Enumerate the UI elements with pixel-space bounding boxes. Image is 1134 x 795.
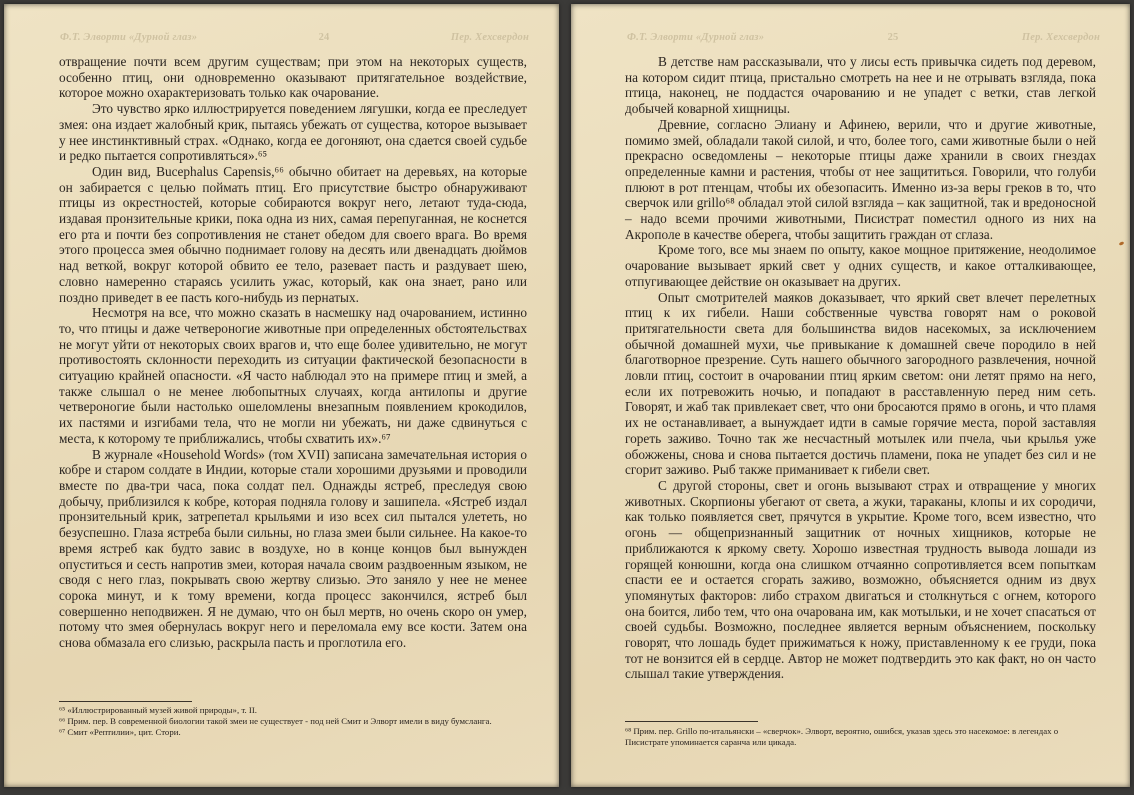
paragraph: Древние, согласно Элиану и Афинею, верили, что и другие животные, помимо змей, обладали такой силой, и что, более того, сами животные были о ней прекрасно осведомлены – некоторые птицы даже хранили в своих гнездах определенные камни и растения, чтобы от нее защититься. Говорили, что голуби плюют в рот птенцам, чтобы их обезопасить. Именно из-за веры греков в то, что сверчок или grillo⁶⁸ обладал этой силой взгляда – как защитной, так и вредоносной – надо всеми прочими животными, Писистрат поместил одного из них на Акрополе в качестве оберега, чтобы защитить граждан от сглаза.: [625, 116, 1096, 242]
footnote-rule: [59, 701, 192, 702]
header-translator: Пер. Хехсвердон: [1021, 32, 1100, 43]
header-author-title: Ф.Т. Элворти «Дурной глаз»: [60, 32, 198, 43]
footnotes: [625, 726, 1096, 748]
paragraph: Один вид, Bucephalus Capensis,⁶⁶ обычно обитает на деревьях, на которые он забирается с целью поймать птиц. Его присутствие быстро обнаруживают птицы из окрестностей, которые собираются вокруг него, летают туда-сюда, издавая пронзительные крики, пока одна из них, самая перепуганная, не коснется его рта и почти без сопротивления не станет обедом для своего врага. Во время этого процесса змея обычно поднимает голову на десять или двенадцать дюймов над веткой, вокруг которой обвито ее тело, разевает пасть и раздувает шею, словно намеренно стараясь усилить ужас, который, как она знает, рано или поздно приведет в ее пасть кого-нибудь из пернатых.: [59, 163, 527, 305]
running-head: [60, 32, 529, 43]
footnote: ⁶⁵ «Иллюстрированный музей живой природы», т. II.: [59, 705, 257, 715]
paragraph: Кроме того, все мы знаем по опыту, какое мощное притяжение, неодолимое очарование вызывает яркий свет у одних существ, и какое отталкивающее, отпугивающее действие он оказывает на других.: [625, 242, 1096, 289]
footnote: ⁶⁶ Прим. пер. В современной биологии такой змеи не существует - под ней Смит и Элворт имели в виду бумсланга.: [59, 716, 492, 727]
paragraph: С другой стороны, свет и огонь вызывают страх и отвращение у многих животных. Скорпионы убегают от света, а жуки, тараканы, клопы и их сородичи, как только появляется свет, прячутся в укрытие. Кроме того, всем известно, что огонь — общепризнанный защитник от ночных хищников, которые не приближаются к яркому свету. Хорошо известная трудность вывода лошади из горящей конюшни, когда она слишком отчаянно сопротивляется всем попыткам спасти ее и остается сгорать заживо, возможно, объясняется одним из двух упомянутых факторов: либо страхом двигаться и столкнуться с огнем, которого она боится, либо тем, что она очарована им, как мотыльки, и не хочет спасаться от своей судьбы. Возможно, последнее является верным объяснением, поскольку говорят, что лошадь будет прижиматься к ножу, приставленному к ее груди, пока тот не вонзится ей в сердце. Автор не может подтвердить это как факт, но он часто слышал такие утверждения.: [625, 477, 1096, 682]
header-translator: Пер. Хехсвердон: [450, 32, 529, 43]
footnote-rule: [625, 721, 758, 722]
paragraph: В журнале «Household Words» (том XVII) записана замечательная история о кобре и старом солдате в Индии, которые стали хорошими друзьями и проводили вместе по два-три часа, пока солдат пел. Однажды ястреб, преследуя свою добычу, приблизился к кобре, которая подняла голову и зашипела. «Ястреб издал пронзительный крик, затрепетал крыльями и изо всех сил пытался улететь, но безуспешно. Глаза ястреба были сильны, но глаза змеи были сильнее. На какое-то время ястреб как будто завис в воздухе, но в конце концов был вынужден опуститься и сесть напротив змеи, которая начала своим раздвоенным языком, не сводя с него глаз, покрывать свою жертву слизью. Это заняло у нее не менее сорока минут, и к тому времени, когда процесс закончился, ястреб был совершенно неподвижен. Я не думаю, что он был мертв, но очень скоро он умер, потому что змея обернулась вокруг него и переломала ему все кости. Затем она снова обмазала его слизью, раскрыла пасть и проглотила его.: [59, 446, 527, 651]
left-page: [4, 4, 559, 787]
paragraph: Несмотря на все, что можно сказать в насмешку над очарованием, истинно то, что птицы и даже четвероногие животные при определенных обстоятельствах не могут уйти от некоторых своих врагов и, что еще более удивительно, не могут противостоять склонности переходить из ситуации фактической безопасности в ситуацию крайней опасности. «Я часто наблюдал это на примере птиц и змей, а также слышал о не менее любопытных случаях, когда антилопы и другие четвероногие были настолько ошеломлены внезапным появлением крокодилов, их пастями и изгибами тела, что не могли ни убежать, ни даже сдвинуться с места, к которому те приближались, чтобы схватить их».⁶⁷: [59, 305, 527, 446]
running-head: [627, 32, 1100, 43]
right-page: [571, 4, 1130, 787]
paragraph: отвращение почти всем другим существам; при этом на некоторых существ, особенно птиц, они одновременно оказывают притягательное воздействие, которое можно охарактеризовать только как очарование.: [59, 54, 527, 101]
paragraph: Опыт смотрителей маяков доказывает, что яркий свет влечет перелетных птиц к их гибели. Наши собственные чувства говорят нам о роковой притягательности света для большинства видов насекомых, за исключением обычной домашней мухи, чье привыкание к домашней свече породило в ней благотворное презрение. Суть нашего обычного загородного развлечения, ночной ловли птиц, состоит в очаровании птиц ярким светом: они летят прямо на него, если их потревожить ночью, и попадают в расставленную перед ним сеть. Говорят, и жаб так привлекает свет, что они бросаются прямо в огонь, и что пламя их не останавливает, а вынуждает идти в самые горячие места, порой заставляя гореть заживо. Точно так же несчастный мотылек или пчела, чьи крылья уже обожжены, снова и снова пытается достичь пламени, пока не упадет без сил и не сгорит заживо. Рыб также приманивает к гибели свет.: [625, 289, 1096, 478]
page-number: 24: [318, 32, 330, 43]
page-number: 25: [887, 32, 899, 43]
footnote: ⁶⁷ Смит «Рептилии», цит. Стори.: [59, 727, 181, 738]
paragraph: Это чувство ярко иллюстрируется поведением лягушки, когда ее преследует змея: она издает жалобный крик, пытаясь убежать от существа, которое вызывает у нее инстинктивный страх. «Однако, когда ее догоняют, она сдается своей судьбе и редко пытается сопротивляться».⁶⁵: [59, 101, 527, 164]
body-text: [59, 54, 527, 651]
body-text: [625, 54, 1096, 682]
header-author-title: Ф.Т. Элворти «Дурной глаз»: [627, 32, 765, 43]
footnotes: [59, 705, 527, 738]
page-stain: [1119, 241, 1125, 246]
paragraph: В детстве нам рассказывали, что у лисы есть привычка сидеть под деревом, на котором сидит птица, пристально смотреть на нее и не отрывать взгляда, пока птица, наконец, не поддастся очарованию и не упадет с ветки, став легкой добычей коварной хищницы.: [625, 54, 1096, 117]
footnote: ⁶⁸ Прим. пер. Grillo по-итальянски – «сверчок». Элворт, вероятно, ошибся, указав здесь это насекомое: в легендах о Писистрате упоминается саранча или цикада.: [625, 726, 1059, 747]
